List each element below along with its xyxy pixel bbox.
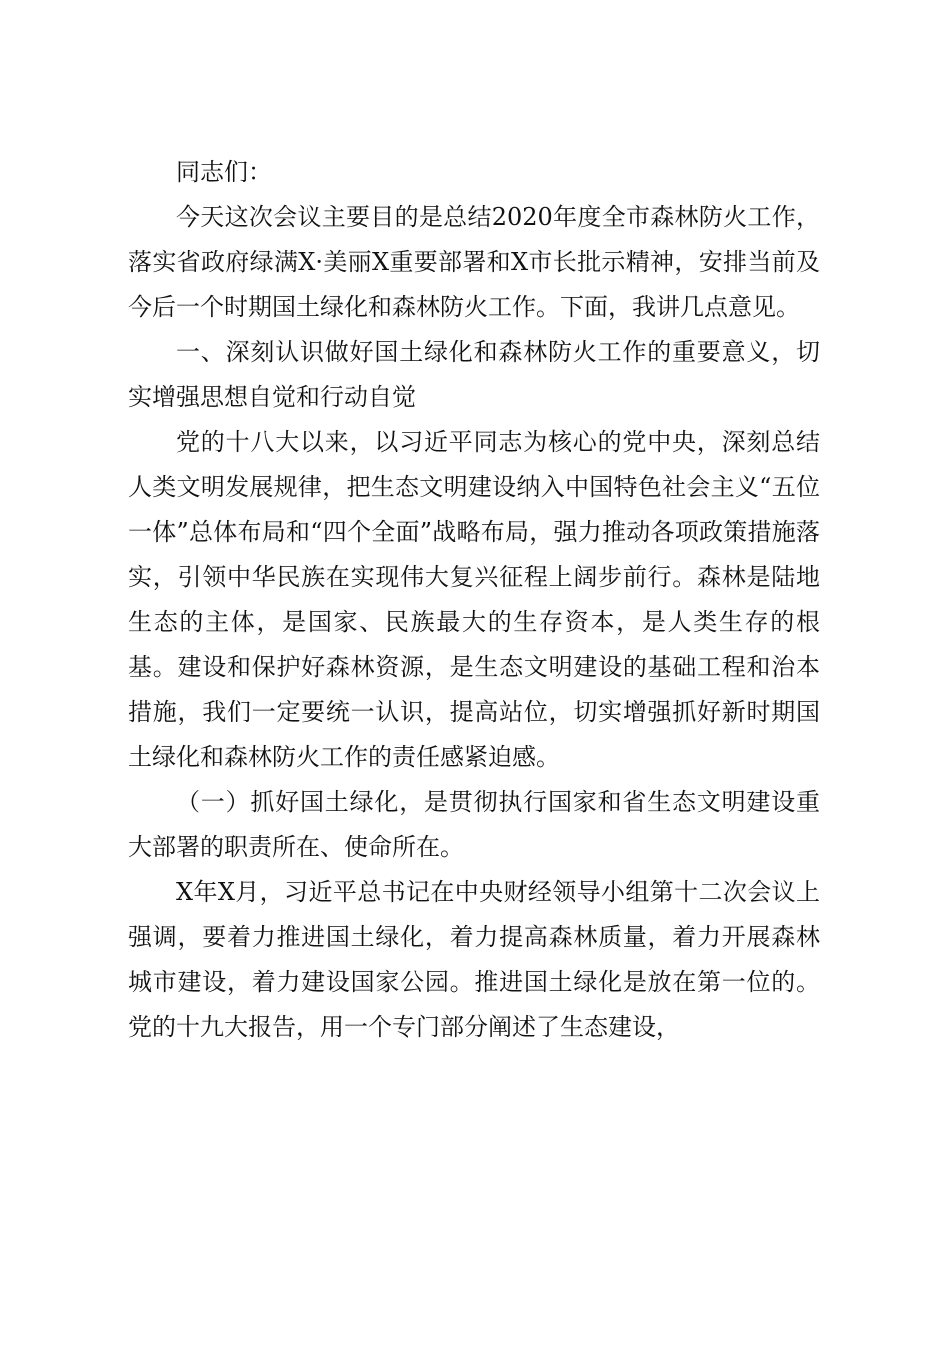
body-paragraph: 党的十八大以来，以习近平同志为核心的党中央，深刻总结人类文明发展规律，把生态文明建设纳入中国特色社会主义“五位一体”总体布局和“四个全面”战略布局，强力推动各项政策措施落实，引领中华民族在实现伟大复兴征程上阔步前行。森林是陆地生态的主体，是国家、民族最大的生存资本，是人类生存的根基。建设和保护好森林资源，是生态文明建设的基础工程和治本措施，我们一定要统一认识，提高站位，切实增强抓好新时期国土绿化和森林防火工作的责任感紧迫感。: [128, 428, 820, 771]
intro-paragraph: 今天这次会议主要目的是总结2020年度全市森林防火工作，落实省政府绿满X·美丽X重要部署和X市长批示精神，安排当前及今后一个时期国土绿化和森林防火工作。下面，我讲几点意见。: [128, 203, 820, 321]
body-paragraph: X年X月，习近平总书记在中央财经领导小组第十二次会议上强调，要着力推进国土绿化，着力提高森林质量，着力开展森林城市建设，着力建设国家公园。推进国土绿化是放在第一位的。党的十九大报告，用一个专门部分阐述了生态建设，: [128, 878, 820, 1041]
document-body: [128, 150, 820, 1050]
salutation: 同志们：: [176, 158, 272, 186]
subsection-heading-1: （一）抓好国土绿化，是贯彻执行国家和省生态文明建设重大部署的职责所在、使命所在。: [128, 788, 820, 861]
section-heading-1: 一、深刻认识做好国土绿化和森林防火工作的重要意义，切实增强思想自觉和行动自觉: [128, 338, 820, 411]
